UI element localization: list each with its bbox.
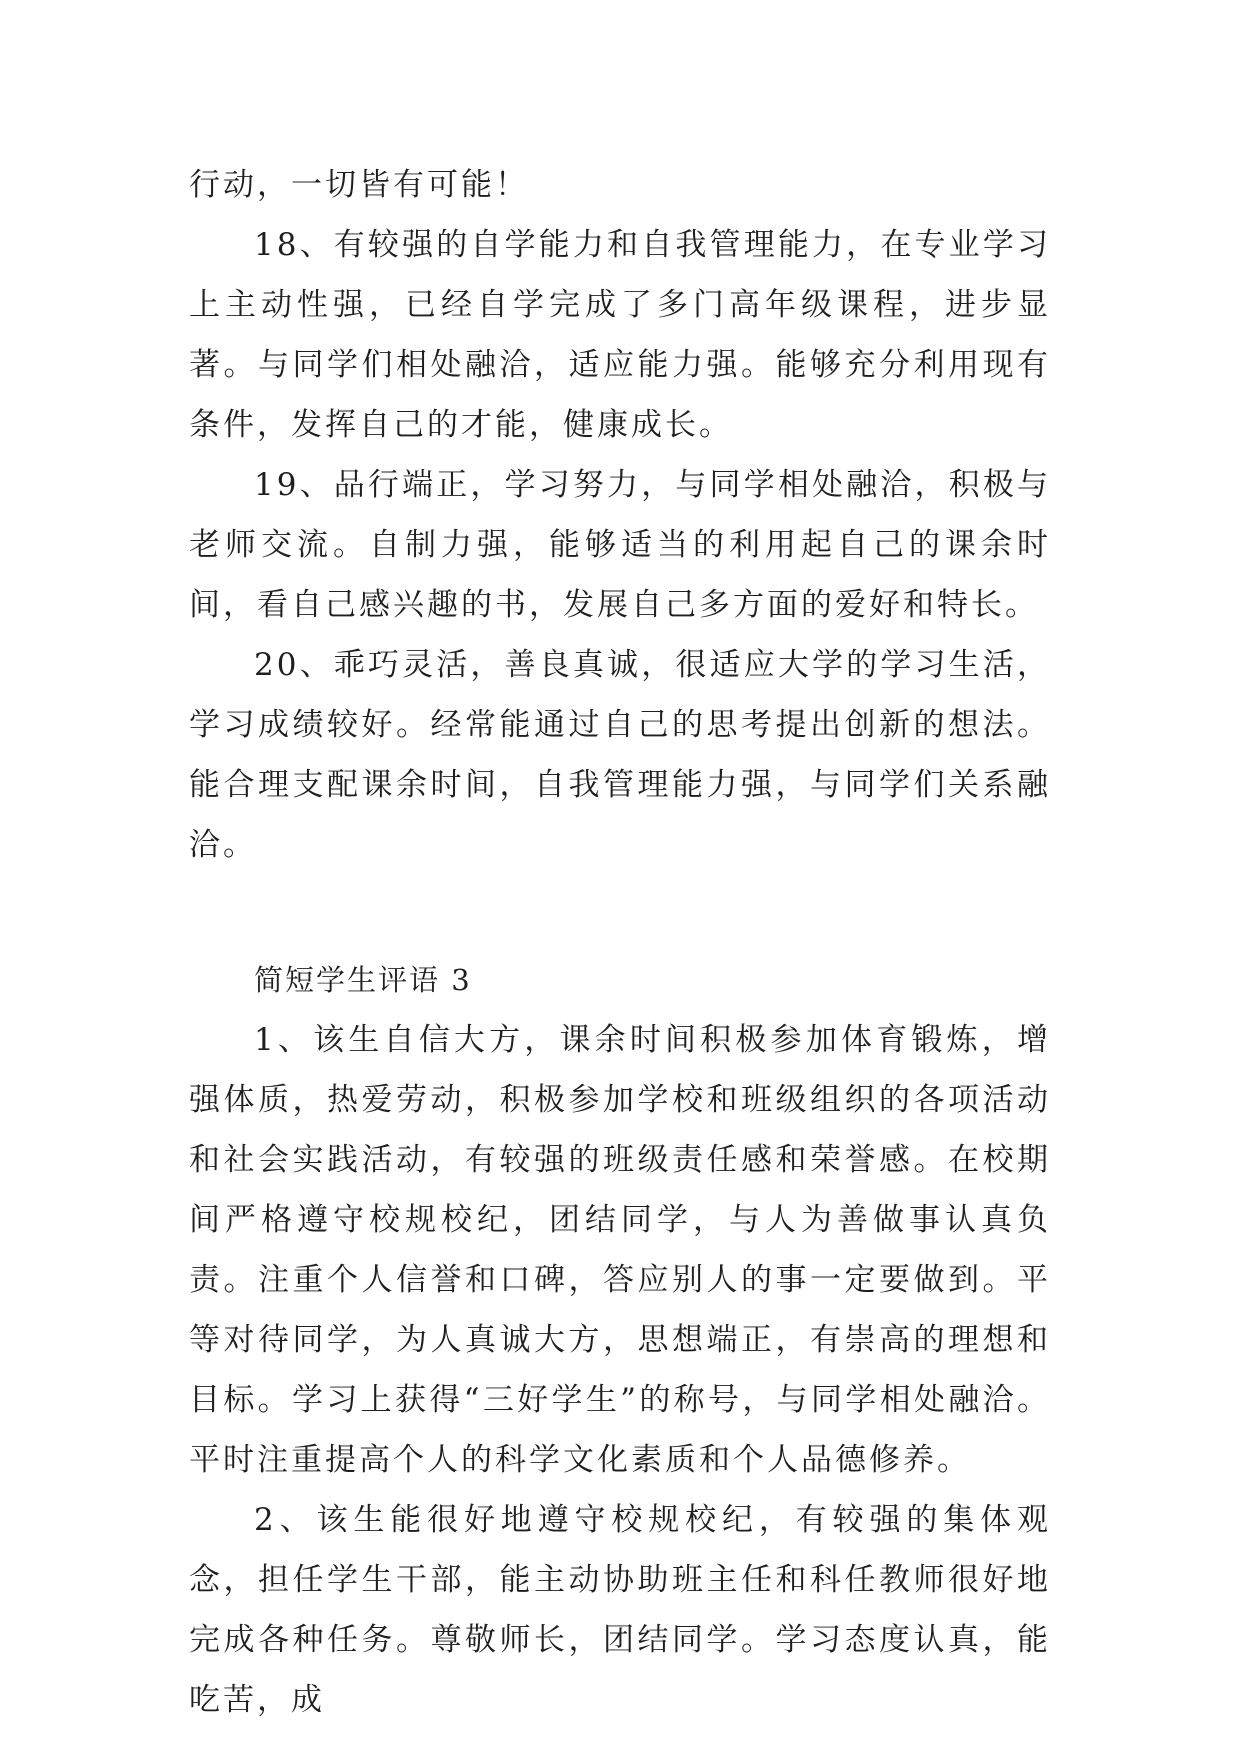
comment-item-18: 18、有较强的自学能力和自我管理能力，在专业学习上主动性强，已经自学完成了多门高年级课程，进步显著。与同学们相处融洽，适应能力强。能够充分利用现有条件，发挥自己的才能，健康成长。 [189, 227, 1051, 443]
comment-item-1: 1、该生自信大方，课余时间积极参加体育锻炼，增强体质，热爱劳动，积极参加学校和班级组织的各项活动和社会实践活动，有较强的班级责任感和荣誉感。在校期间严格遵守校规校纪，团结同学，与人为善做事认真负责。注重个人信誉和口碑，答应别人的事一定要做到。平等对待同学，为人真诚大方，思想端正，有崇高的理想和目标。学习上获得“三好学生”的称号，与同学相处融洽。平时注重提高个人的科学文化素质和个人品德修养。 [189, 1022, 1051, 1478]
document-page [189, 155, 1051, 1730]
comment-item-20: 20、乖巧灵活，善良真诚，很适应大学的学习生活，学习成绩较好。经常能通过自己的思考提出创新的想法。能合理支配课余时间，自我管理能力强，与同学们关系融洽。 [189, 647, 1051, 863]
comment-item-19: 19、品行端正，学习努力，与同学相处融洽，积极与老师交流。自制力强，能够适当的利用起自己的课余时间，看自己感兴趣的书，发展自己多方面的爱好和特长。 [189, 467, 1051, 623]
section-heading: 简短学生评语 3 [254, 963, 472, 997]
comment-item-2: 2、该生能很好地遵守校规校纪，有较强的集体观念，担任学生干部，能主动协助班主任和科任教师很好地完成各种任务。尊敬师长，团结同学。学习态度认真，能吃苦，成 [189, 1502, 1051, 1718]
continuation-paragraph: 行动，一切皆有可能！ [189, 167, 529, 203]
section-spacer [189, 875, 1051, 950]
